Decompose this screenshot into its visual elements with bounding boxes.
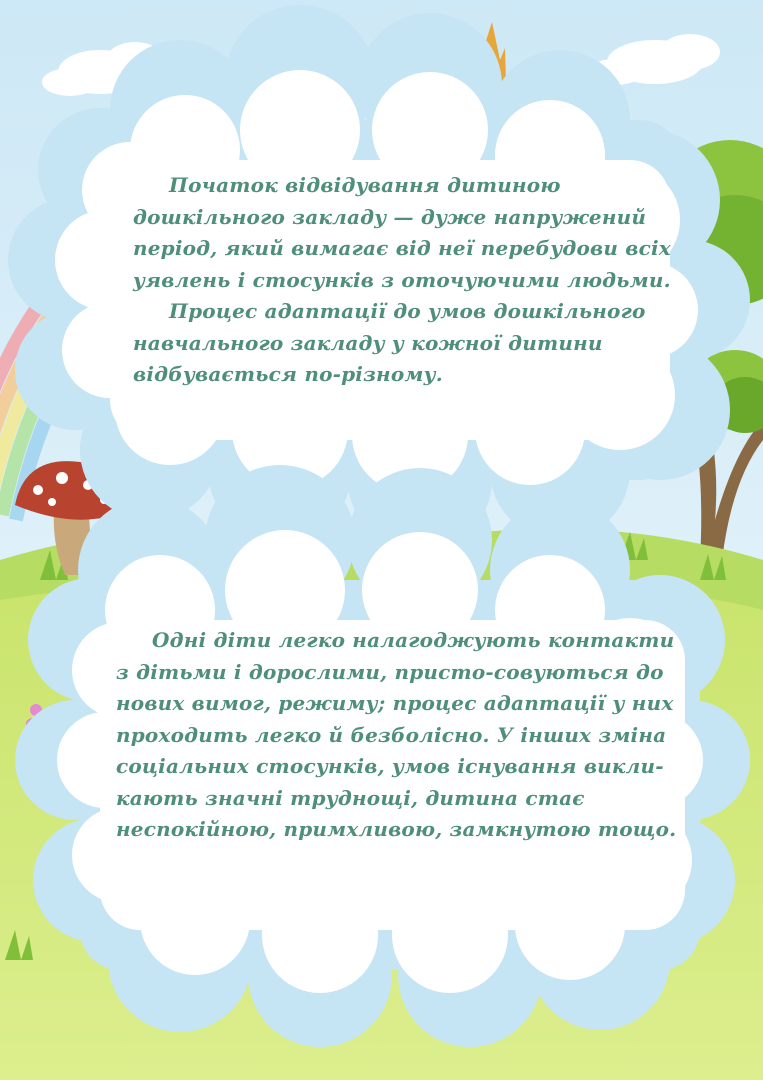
bottom-card-text — [116, 625, 691, 846]
top-card-paragraph-2: Процес адаптації до умов дошкільного навчального закладу у кожної дитини відбувається по-різному. — [133, 299, 646, 386]
top-card-paragraph-1: Початок відвідування дитиною дошкільного закладу — дуже напружений період, який вимагає від неї перебудови всіх уявлень і стосунків з оточуючими людьми. — [133, 173, 671, 292]
top-card-text — [133, 170, 681, 391]
bottom-card-paragraph-1: Одні діти легко налагоджують контакти з дітьми і дорослими, присто-совуються до нових вимог, режиму; процес адаптації у них проходить легко й безболісно. У інших зміна соціальних стосунків, умов існування викли-кають значні труднощі, дитина стає неспокійною, примхливою, замкнутою тощо. — [116, 628, 677, 841]
